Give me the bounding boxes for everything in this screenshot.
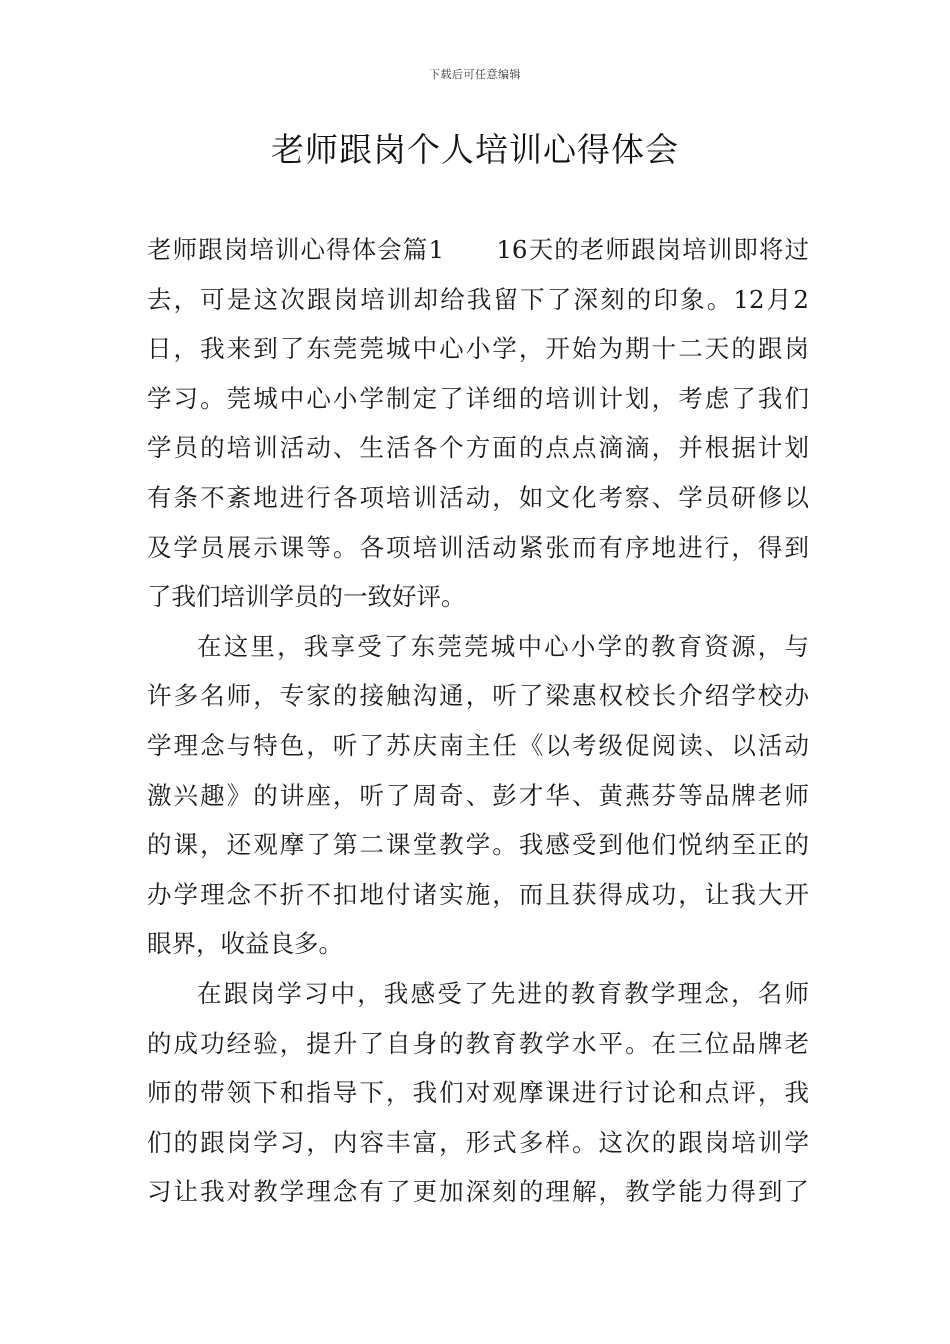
paragraph-2-line-3: 学理念与特色，听了苏庆南主任《以考级促阅读、以活动 [147,730,809,760]
paragraph-3-line-1: 在跟岗学习中，我感受了先进的教育教学理念，名师 [197,978,809,1008]
paragraph-2-line-6: 办学理念不折不扣地付诸实施，而且获得成功，让我大开 [147,879,809,909]
paragraph-1-line-1: 老师跟岗培训心得体会篇1 16天的老师跟岗培训即将过 [147,235,809,264]
paragraph-2-line-2: 许多名师，专家的接触沟通，听了梁惠权校长介绍学校办 [147,681,809,711]
paragraph-2-line-7: 眼界，收益良多。 [147,929,343,959]
paragraph-1-line-7: 及学员展示课等。各项培训活动紧张而有序地进行，得到 [147,532,809,562]
paragraph-2-line-1: 在这里，我享受了东莞莞城中心小学的教育资源，与 [197,631,809,661]
paragraph-2-line-4: 激兴趣》的讲座，听了周奇、彭才华、黄燕芬等品牌老师 [147,780,809,810]
paragraph-2-line-5: 的课，还观摩了第二课堂教学。我感受到他们悦纳至正的 [147,830,809,860]
paragraph-1-line-2: 去，可是这次跟岗培训却给我留下了深刻的印象。12月2 [147,284,809,314]
paragraph-1-line-3: 日，我来到了东莞莞城中心小学，开始为期十二天的跟岗 [147,334,809,364]
paragraph-3-line-2: 的成功经验，提升了自身的教育教学水平。在三位品牌老 [147,1028,809,1058]
paragraph-1-line-5: 学员的培训活动、生活各个方面的点点滴滴，并根据计划 [147,433,809,463]
document-title: 老师跟岗个人培训心得体会 [271,130,679,169]
paragraph-3-line-5: 习让我对教学理念有了更加深刻的理解，教学能力得到了 [147,1177,809,1207]
document-body [147,225,809,1217]
header-note: 下载后可任意编辑 [429,68,521,81]
paragraph-1-line-6: 有条不紊地进行各项培训活动，如文化考察、学员研修以 [147,482,809,512]
paragraph-1-line-8: 了我们培训学员的一致好评。 [147,582,466,612]
paragraph-3-line-3: 师的带领下和指导下，我们对观摩课进行讨论和点评，我 [147,1078,809,1108]
paragraph-3-line-4: 们的跟岗学习，内容丰富，形式多样。这次的跟岗培训学 [147,1127,809,1157]
paragraph-1-line-4: 学习。莞城中心小学制定了详细的培训计划，考虑了我们 [147,383,809,413]
